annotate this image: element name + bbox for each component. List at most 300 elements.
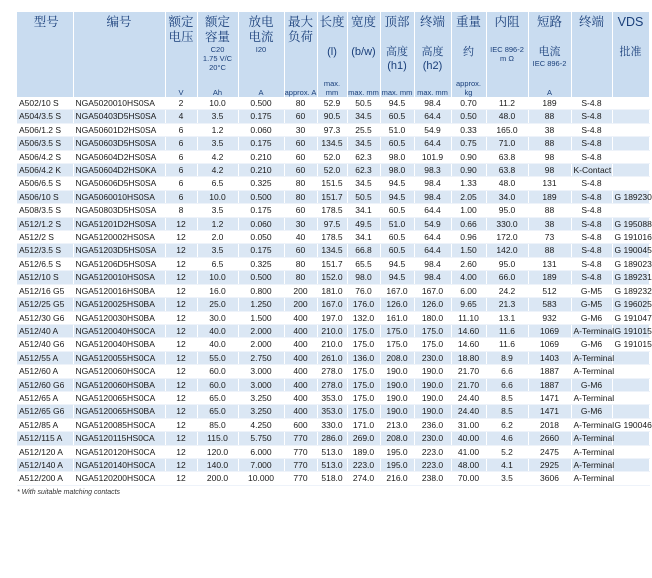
cell-length: 513.0	[317, 458, 347, 471]
cell-resistance: 8.5	[486, 405, 528, 418]
cell-top-height: 190.0	[380, 365, 414, 378]
cell-shortcircuit: 189	[528, 271, 571, 284]
cell-code: NGA5120016HS0BA	[73, 284, 165, 297]
cell-terminal: G-M6	[571, 311, 612, 324]
cell-width: 175.0	[347, 338, 380, 351]
cell-discharge: 3.000	[238, 365, 284, 378]
cell-model: A506/4.2 S	[17, 150, 73, 163]
cell-terminal: G-M6	[571, 338, 612, 351]
cell-voltage: 12	[165, 418, 197, 431]
cell-length: 178.5	[317, 231, 347, 244]
cell-term-height: 98.4	[414, 257, 451, 270]
cell-maxload: 400	[284, 311, 317, 324]
cell-terminal: A-Terminal	[571, 365, 612, 378]
cell-code: NGA50601D2HS0SA	[73, 123, 165, 136]
cell-vds	[612, 97, 649, 110]
cell-term-height: 236.0	[414, 418, 451, 431]
cell-shortcircuit: 73	[528, 231, 571, 244]
cell-shortcircuit: 512	[528, 284, 571, 297]
cell-weight: 2.60	[451, 257, 486, 270]
cell-weight: 4.00	[451, 271, 486, 284]
cell-length: 210.0	[317, 324, 347, 337]
cell-width: 175.0	[347, 324, 380, 337]
cell-capacity: 60.0	[197, 365, 238, 378]
cell-term-height: 54.9	[414, 123, 451, 136]
cell-discharge: 4.250	[238, 418, 284, 431]
cell-shortcircuit: 2660	[528, 432, 571, 445]
cell-weight: 0.70	[451, 97, 486, 110]
header-capacity-sub: C20 1.75 V/C 20°C	[197, 45, 238, 79]
cell-voltage: 6	[165, 150, 197, 163]
header-width: 宽度	[347, 12, 380, 45]
cell-resistance: 142.0	[486, 244, 528, 257]
cell-weight: 2.05	[451, 190, 486, 203]
cell-resistance: 95.0	[486, 257, 528, 270]
cell-width: 223.0	[347, 458, 380, 471]
cell-vds	[612, 177, 649, 190]
cell-capacity: 3.5	[197, 137, 238, 150]
cell-shortcircuit: 189	[528, 97, 571, 110]
table-row	[17, 284, 649, 297]
cell-weight: 1.33	[451, 177, 486, 190]
cell-discharge: 7.000	[238, 458, 284, 471]
cell-width: 34.5	[347, 177, 380, 190]
cell-vds	[612, 445, 649, 458]
header-unit-code	[73, 79, 165, 97]
cell-maxload: 80	[284, 177, 317, 190]
cell-length: 278.0	[317, 365, 347, 378]
cell-maxload: 400	[284, 391, 317, 404]
cell-model: A512/55 A	[17, 351, 73, 364]
cell-top-height: 167.0	[380, 284, 414, 297]
cell-code: NGA5120060HS0CA	[73, 365, 165, 378]
cell-code: NGA5120120HS0CA	[73, 445, 165, 458]
header-unit-terminal	[571, 79, 612, 97]
table-row	[17, 418, 649, 431]
cell-capacity: 40.0	[197, 338, 238, 351]
header-discharge: 放电 电流	[238, 12, 284, 45]
cell-voltage: 12	[165, 472, 197, 485]
cell-capacity: 40.0	[197, 324, 238, 337]
cell-width: 274.0	[347, 472, 380, 485]
header-resistance: 内阻	[486, 12, 528, 45]
cell-capacity: 16.0	[197, 284, 238, 297]
cell-model: A506/1.2 S	[17, 123, 73, 136]
cell-terminal: A-Terminal	[571, 458, 612, 471]
cell-voltage: 12	[165, 284, 197, 297]
cell-top-height: 94.5	[380, 190, 414, 203]
cell-vds: G 189230	[612, 190, 649, 203]
cell-shortcircuit: 98	[528, 150, 571, 163]
cell-voltage: 12	[165, 298, 197, 311]
table-row	[17, 190, 649, 203]
cell-discharge: 0.210	[238, 164, 284, 177]
cell-shortcircuit: 88	[528, 244, 571, 257]
cell-model: A512/6.5 S	[17, 257, 73, 270]
cell-weight: 21.70	[451, 365, 486, 378]
cell-length: 286.0	[317, 432, 347, 445]
cell-top-height: 213.0	[380, 418, 414, 431]
cell-vds	[612, 472, 649, 485]
cell-resistance: 48.0	[486, 177, 528, 190]
cell-capacity: 55.0	[197, 351, 238, 364]
cell-term-height: 98.4	[414, 190, 451, 203]
cell-model: A512/115 A	[17, 432, 73, 445]
table-row	[17, 351, 649, 364]
cell-term-height: 175.0	[414, 338, 451, 351]
cell-vds: G 196025	[612, 298, 649, 311]
cell-capacity: 25.0	[197, 298, 238, 311]
cell-capacity: 65.0	[197, 391, 238, 404]
cell-model: A512/2 S	[17, 231, 73, 244]
table-header	[17, 12, 649, 97]
cell-weight: 0.96	[451, 231, 486, 244]
cell-term-height: 230.0	[414, 351, 451, 364]
header-unit-discharge: A	[238, 79, 284, 97]
cell-vds	[612, 432, 649, 445]
cell-width: 62.3	[347, 150, 380, 163]
cell-terminal: A-Terminal	[571, 391, 612, 404]
header-unit-capacity: Ah	[197, 79, 238, 97]
cell-discharge: 0.175	[238, 204, 284, 217]
cell-length: 178.5	[317, 204, 347, 217]
cell-resistance: 172.0	[486, 231, 528, 244]
cell-top-height: 94.5	[380, 271, 414, 284]
header-voltage-sub	[165, 45, 197, 79]
cell-code: NGA51203D5HS0SA	[73, 244, 165, 257]
cell-vds: G 191016	[612, 231, 649, 244]
table-body	[17, 97, 652, 485]
battery-spec-table	[17, 12, 650, 486]
cell-discharge: 0.800	[238, 284, 284, 297]
cell-width: 176.0	[347, 298, 380, 311]
cell-capacity: 1.2	[197, 123, 238, 136]
cell-resistance: 165.0	[486, 123, 528, 136]
cell-term-height: 98.4	[414, 271, 451, 284]
cell-discharge: 0.500	[238, 190, 284, 203]
cell-code: NGA5020010HS0SA	[73, 97, 165, 110]
table-row	[17, 177, 649, 190]
cell-model: A512/25 G5	[17, 298, 73, 311]
cell-capacity: 10.0	[197, 190, 238, 203]
cell-top-height: 190.0	[380, 391, 414, 404]
cell-voltage: 12	[165, 378, 197, 391]
cell-term-height: 223.0	[414, 445, 451, 458]
cell-top-height: 94.5	[380, 257, 414, 270]
cell-voltage: 12	[165, 257, 197, 270]
table-row	[17, 298, 649, 311]
cell-vds: G 191015	[612, 338, 649, 351]
cell-resistance: 21.3	[486, 298, 528, 311]
cell-voltage: 12	[165, 311, 197, 324]
cell-weight: 41.00	[451, 445, 486, 458]
cell-voltage: 4	[165, 110, 197, 123]
cell-width: 175.0	[347, 405, 380, 418]
cell-maxload: 60	[284, 150, 317, 163]
header-unit-resistance	[486, 79, 528, 97]
cell-capacity: 115.0	[197, 432, 238, 445]
cell-discharge: 1.500	[238, 311, 284, 324]
cell-terminal: A-Terminal	[571, 472, 612, 485]
cell-length: 518.0	[317, 472, 347, 485]
cell-model: A506/6.5 S	[17, 177, 73, 190]
cell-discharge: 0.500	[238, 97, 284, 110]
cell-code: NGA5120085HS0CA	[73, 418, 165, 431]
cell-maxload: 770	[284, 432, 317, 445]
cell-width: 25.5	[347, 123, 380, 136]
cell-resistance: 6.2	[486, 418, 528, 431]
cell-weight: 48.00	[451, 458, 486, 471]
cell-terminal: A-Terminal	[571, 432, 612, 445]
header-terminal: 终端	[571, 12, 612, 45]
cell-shortcircuit: 98	[528, 164, 571, 177]
cell-top-height: 98.0	[380, 150, 414, 163]
cell-code: NGA5120060HS0BA	[73, 378, 165, 391]
cell-term-height: 238.0	[414, 472, 451, 485]
cell-length: 134.5	[317, 137, 347, 150]
header-width-sub: (b/w)	[347, 45, 380, 79]
cell-capacity: 3.5	[197, 244, 238, 257]
cell-width: 50.5	[347, 97, 380, 110]
cell-discharge: 0.060	[238, 123, 284, 136]
cell-capacity: 200.0	[197, 472, 238, 485]
header-capacity: 额定 容量	[197, 12, 238, 45]
cell-shortcircuit: 88	[528, 204, 571, 217]
cell-top-height: 94.5	[380, 177, 414, 190]
cell-term-height: 64.4	[414, 231, 451, 244]
cell-length: 52.9	[317, 97, 347, 110]
cell-top-height: 175.0	[380, 338, 414, 351]
cell-resistance: 6.6	[486, 365, 528, 378]
cell-top-height: 175.0	[380, 324, 414, 337]
header-top-height-sub: 高度 (h1)	[380, 45, 414, 79]
cell-top-height: 195.0	[380, 458, 414, 471]
table-row	[17, 405, 649, 418]
cell-discharge: 1.250	[238, 298, 284, 311]
header-term-height: 终端	[414, 12, 451, 45]
cell-vds: G 190045	[612, 244, 649, 257]
cell-vds	[612, 458, 649, 471]
cell-vds: G 190046	[612, 418, 649, 431]
cell-vds	[612, 150, 649, 163]
cell-model: A512/60 G6	[17, 378, 73, 391]
cell-capacity: 140.0	[197, 458, 238, 471]
cell-maxload: 400	[284, 324, 317, 337]
cell-voltage: 12	[165, 217, 197, 230]
cell-width: 34.1	[347, 204, 380, 217]
table-row	[17, 110, 649, 123]
cell-term-height: 175.0	[414, 324, 451, 337]
cell-code: NGA51201D2HS0SA	[73, 217, 165, 230]
cell-term-height: 126.0	[414, 298, 451, 311]
cell-model: A512/3.5 S	[17, 244, 73, 257]
cell-shortcircuit: 1069	[528, 338, 571, 351]
cell-voltage: 6	[165, 137, 197, 150]
cell-length: 330.0	[317, 418, 347, 431]
cell-discharge: 2.750	[238, 351, 284, 364]
cell-length: 181.0	[317, 284, 347, 297]
cell-shortcircuit: 38	[528, 217, 571, 230]
cell-weight: 21.70	[451, 378, 486, 391]
cell-maxload: 40	[284, 231, 317, 244]
cell-vds: G 189232	[612, 284, 649, 297]
cell-terminal: A-Terminal	[571, 324, 612, 337]
cell-code: NGA5120065HS0CA	[73, 391, 165, 404]
cell-resistance: 8.5	[486, 391, 528, 404]
cell-maxload: 400	[284, 378, 317, 391]
cell-term-height: 101.9	[414, 150, 451, 163]
cell-length: 97.3	[317, 123, 347, 136]
table-row	[17, 324, 649, 337]
cell-voltage: 6	[165, 190, 197, 203]
cell-terminal: S-4.8	[571, 177, 612, 190]
cell-vds	[612, 110, 649, 123]
cell-voltage: 6	[165, 123, 197, 136]
cell-code: NGA5120065HS0BA	[73, 405, 165, 418]
cell-voltage: 12	[165, 338, 197, 351]
header-unit-width: max. mm	[347, 79, 380, 97]
cell-width: 175.0	[347, 365, 380, 378]
cell-code: NGA5120055HS0CA	[73, 351, 165, 364]
cell-resistance: 34.0	[486, 190, 528, 203]
cell-terminal: G-M6	[571, 405, 612, 418]
cell-maxload: 400	[284, 405, 317, 418]
cell-term-height: 190.0	[414, 365, 451, 378]
cell-top-height: 60.5	[380, 244, 414, 257]
cell-capacity: 4.2	[197, 150, 238, 163]
cell-model: A512/120 A	[17, 445, 73, 458]
cell-maxload: 770	[284, 445, 317, 458]
cell-model: A508/3.5 S	[17, 204, 73, 217]
cell-discharge: 0.175	[238, 137, 284, 150]
header-voltage: 额定 电压	[165, 12, 197, 45]
cell-shortcircuit: 38	[528, 123, 571, 136]
cell-vds	[612, 164, 649, 177]
cell-term-height: 190.0	[414, 391, 451, 404]
cell-term-height: 98.4	[414, 177, 451, 190]
header-shortcircuit-sub: 电流 IEC 896-2	[528, 45, 571, 79]
cell-model: A512/60 A	[17, 365, 73, 378]
cell-capacity: 60.0	[197, 378, 238, 391]
cell-shortcircuit: 88	[528, 137, 571, 150]
cell-weight: 18.80	[451, 351, 486, 364]
table-row	[17, 244, 649, 257]
cell-length: 151.7	[317, 257, 347, 270]
cell-weight: 70.00	[451, 472, 486, 485]
cell-weight: 14.60	[451, 338, 486, 351]
cell-resistance: 71.0	[486, 137, 528, 150]
cell-discharge: 2.000	[238, 324, 284, 337]
cell-length: 90.5	[317, 110, 347, 123]
cell-resistance: 24.2	[486, 284, 528, 297]
header-discharge-sub: I20	[238, 45, 284, 79]
table-row	[17, 204, 649, 217]
cell-terminal: A-Terminal	[571, 418, 612, 431]
cell-top-height: 51.0	[380, 123, 414, 136]
cell-discharge: 10.000	[238, 472, 284, 485]
cell-discharge: 0.060	[238, 217, 284, 230]
cell-voltage: 12	[165, 445, 197, 458]
cell-length: 97.5	[317, 217, 347, 230]
cell-term-height: 190.0	[414, 378, 451, 391]
cell-resistance: 4.6	[486, 432, 528, 445]
cell-terminal: A-Terminal	[571, 351, 612, 364]
table-row	[17, 311, 649, 324]
cell-shortcircuit: 583	[528, 298, 571, 311]
cell-model: A506/4.2 K	[17, 164, 73, 177]
cell-voltage: 12	[165, 231, 197, 244]
cell-term-height: 180.0	[414, 311, 451, 324]
cell-maxload: 60	[284, 244, 317, 257]
table-row	[17, 432, 649, 445]
cell-term-height: 64.4	[414, 110, 451, 123]
cell-vds: G 189023	[612, 257, 649, 270]
header-weight: 重量	[451, 12, 486, 45]
cell-term-height: 64.4	[414, 244, 451, 257]
cell-model: A512/30 G6	[17, 311, 73, 324]
table-row	[17, 137, 649, 150]
header-vds-sub: 批准	[612, 45, 649, 79]
cell-voltage: 12	[165, 458, 197, 471]
battery-spec-table-container	[17, 12, 652, 496]
cell-weight: 40.00	[451, 432, 486, 445]
cell-width: 76.0	[347, 284, 380, 297]
cell-weight: 0.50	[451, 110, 486, 123]
cell-terminal: S-4.8	[571, 257, 612, 270]
cell-vds	[612, 123, 649, 136]
cell-weight: 0.90	[451, 164, 486, 177]
cell-capacity: 6.5	[197, 177, 238, 190]
cell-terminal: G-M5	[571, 284, 612, 297]
cell-capacity: 10.0	[197, 97, 238, 110]
cell-top-height: 216.0	[380, 472, 414, 485]
header-length: 长度	[317, 12, 347, 45]
cell-weight: 31.00	[451, 418, 486, 431]
cell-model: A506/10 S	[17, 190, 73, 203]
header-vds: VDS	[612, 12, 649, 45]
header-maxload-sub	[284, 45, 317, 79]
cell-vds	[612, 405, 649, 418]
cell-terminal: A-Terminal	[571, 445, 612, 458]
cell-discharge: 0.210	[238, 150, 284, 163]
cell-maxload: 60	[284, 137, 317, 150]
cell-voltage: 12	[165, 365, 197, 378]
cell-width: 171.0	[347, 418, 380, 431]
cell-resistance: 11.2	[486, 97, 528, 110]
table-row	[17, 164, 649, 177]
cell-terminal: S-4.8	[571, 271, 612, 284]
cell-top-height: 60.5	[380, 204, 414, 217]
table-row	[17, 123, 649, 136]
cell-voltage: 6	[165, 164, 197, 177]
cell-code: NGA5120010HS0SA	[73, 271, 165, 284]
cell-length: 134.5	[317, 244, 347, 257]
cell-code: NGA5120040HS0CA	[73, 324, 165, 337]
cell-shortcircuit: 131	[528, 257, 571, 270]
cell-shortcircuit: 1471	[528, 405, 571, 418]
cell-discharge: 6.000	[238, 445, 284, 458]
cell-width: 175.0	[347, 391, 380, 404]
cell-model: A512/65 G6	[17, 405, 73, 418]
header-unit-voltage: V	[165, 79, 197, 97]
cell-capacity: 3.5	[197, 204, 238, 217]
cell-resistance: 5.2	[486, 445, 528, 458]
cell-capacity: 1.2	[197, 217, 238, 230]
cell-term-height: 98.4	[414, 97, 451, 110]
cell-resistance: 95.0	[486, 204, 528, 217]
cell-discharge: 0.175	[238, 244, 284, 257]
cell-code: NGA5120002HS0SA	[73, 231, 165, 244]
